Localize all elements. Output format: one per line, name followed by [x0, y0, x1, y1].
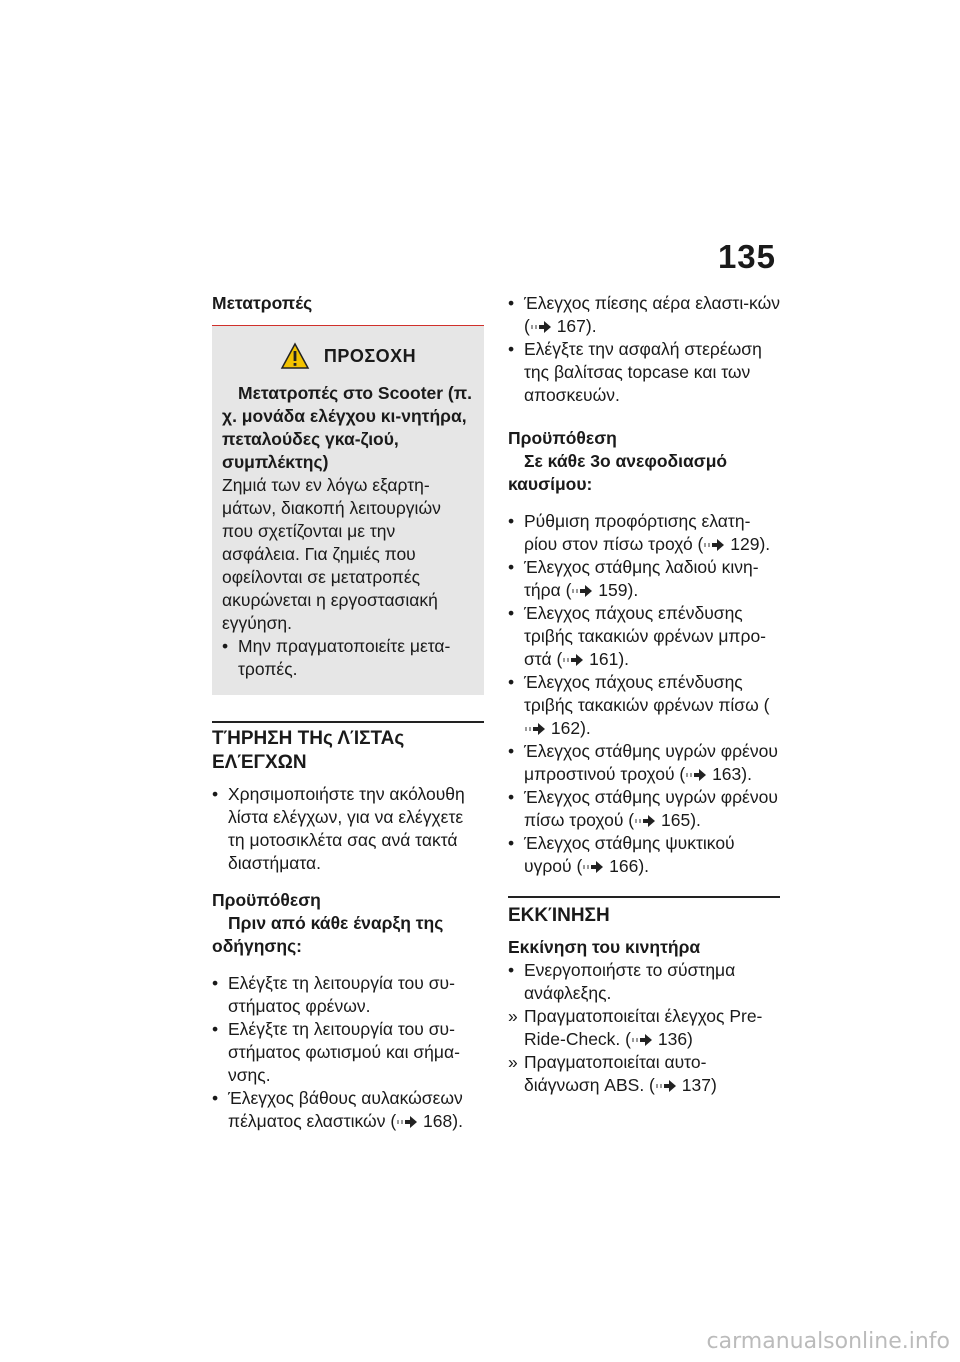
page-ref-number: 165). — [661, 810, 701, 830]
warning-triangle-icon — [280, 342, 310, 370]
divider — [508, 896, 780, 898]
page-ref-number: 161). — [589, 649, 630, 669]
list-item-text: Έλεγχος στάθμης υγρών φρένου πίσω τροχού ( — [524, 787, 778, 830]
page-ref-number: 166). — [609, 856, 650, 876]
bullet-mark: • — [508, 339, 515, 359]
bullet-mark: • — [212, 1019, 219, 1039]
list-item — [508, 786, 780, 832]
list-item — [508, 832, 780, 878]
list-item — [508, 292, 780, 338]
page-ref[interactable] — [655, 1075, 717, 1095]
bullet-mark: • — [508, 741, 515, 761]
page-ref[interactable] — [396, 1111, 463, 1131]
checklist-intro-text: Χρησιμοποιήστε την ακόλουθη λίστα ελέγχων, για να ελέγχετε τη μοτοσικλέτα σας ανά τακτά διαστήματα. — [228, 784, 465, 873]
page-ref-number: 136) — [657, 1029, 693, 1049]
condition-start: Πριν από κάθε έναρξη της — [228, 913, 444, 933]
page-reference-arrow-icon — [571, 585, 593, 597]
list-item — [508, 510, 780, 556]
warning-header — [222, 342, 474, 370]
page-reference-arrow-icon — [703, 539, 725, 551]
watermark: carmanualsonline.info — [706, 1329, 950, 1354]
page-reference-arrow-icon — [582, 861, 604, 873]
page-ref[interactable] — [571, 580, 638, 600]
list-item-text: Ελέγξτε τη λειτουργία του συ-στήματος φρένων. — [228, 973, 455, 1016]
page-ref-number: 162). — [550, 718, 591, 738]
page-reference-arrow-icon — [634, 815, 656, 827]
result-item-text: Πραγματοποιείται έλεγχος Pre-Ride-Check. ( — [524, 1006, 763, 1049]
result-item — [508, 1005, 780, 1051]
list-item-text: Ελέγξτε τη λειτουργία του συ-στήματος φωτισμού και σήμα-νσης. — [228, 1019, 460, 1085]
list-item — [212, 972, 484, 1018]
warning-bold-text: Μετατροπές στο Scooter (π. χ. μονάδα ελέγχου κι-νητήρα, πεταλούδες γκα-ζιού, συμπλέκτης) — [222, 383, 473, 472]
list-item — [508, 959, 780, 1005]
page-ref-number: 167). — [556, 316, 597, 336]
prerequisite-condition — [212, 912, 484, 958]
list-item — [508, 556, 780, 602]
page-ref[interactable] — [524, 718, 591, 738]
list-item-text: Ενεργοποιήστε το σύστημα ανάφλεξης. — [524, 960, 736, 1003]
page-ref[interactable] — [530, 316, 597, 336]
divider — [212, 721, 484, 723]
list-item — [508, 740, 780, 786]
list-item-text: Έλεγχος πάχους επένδυσης τριβής τακακιών φρένων πίσω ( — [524, 672, 770, 715]
page-ref-number: 168). — [423, 1111, 463, 1131]
result-item-text: Πραγματοποιείται αυτο-διάγνωση ABS. ( — [524, 1052, 707, 1095]
bullet-mark: • — [508, 603, 515, 623]
page-reference-arrow-icon — [631, 1034, 653, 1046]
list-item-text: Ελέγξτε την ασφαλή στερέωση της βαλίτσας topcase και των αποσκευών. — [524, 339, 762, 405]
engine-start-heading: Εκκίνηση του κινητήρα — [508, 937, 701, 957]
list-item-text: Ρύθμιση προφόρτισης ελατη-ρίου στον πίσω τροχό ( — [524, 511, 751, 554]
page-reference-arrow-icon — [396, 1116, 418, 1128]
right-column — [508, 292, 780, 1097]
bullet-mark: • — [508, 511, 515, 531]
list-item-text: Έλεγχος στάθμης ψυκτικού υγρού ( — [524, 833, 735, 876]
bullet-mark: • — [212, 784, 219, 804]
warning-title: ΠΡΟΣΟΧΗ — [323, 345, 417, 366]
page-reference-arrow-icon — [562, 654, 584, 666]
warning-body: Ζημιά των εν λόγω εξαρτη-μάτων, διακοπή λειτουργιών που σχετίζονται με την ασφάλεια. Για ζημιές που οφείλονται σε μετατροπές ακυρώνεται η εργοστασιακή εγγύηση. — [222, 475, 441, 633]
page-ref-number: 137) — [681, 1075, 717, 1095]
bullet-mark: • — [508, 960, 515, 980]
list-item-text: Έλεγχος στάθμης υγρών φρένου μπροστινού τροχού ( — [524, 741, 778, 784]
page-ref-number: 163). — [712, 764, 752, 784]
page-reference-arrow-icon — [655, 1080, 677, 1092]
list-item — [508, 671, 780, 740]
start-title: ΕΚΚΊΝΗΣΗ — [508, 905, 610, 926]
page-reference-arrow-icon — [685, 769, 707, 781]
page-reference-arrow-icon — [530, 321, 552, 333]
page-ref[interactable] — [631, 1029, 693, 1049]
condition-start: Σε κάθε 3ο ανεφοδιασμό — [524, 451, 728, 471]
section-heading-modifications: Μετατροπές — [212, 293, 313, 313]
condition-rest: οδήγησης: — [212, 936, 303, 956]
prerequisite-label: Προϋπόθεση — [508, 428, 617, 448]
left-column — [212, 292, 484, 1133]
page-ref[interactable] — [685, 764, 752, 784]
page-ref[interactable] — [634, 810, 701, 830]
checklist-intro — [212, 783, 484, 875]
page-ref[interactable] — [703, 534, 770, 554]
warning-bullet-text: Μην πραγματοποιείτε μετα-τροπές. — [238, 636, 451, 679]
list-item — [212, 1018, 484, 1087]
warning-bullet — [222, 635, 474, 681]
list-item-text: Έλεγχος πίεσης αέρα ελαστι-κών ( — [524, 293, 780, 336]
condition-rest: καυσίμου: — [508, 474, 593, 494]
bullet-mark: • — [212, 1088, 219, 1108]
list-item — [508, 602, 780, 671]
prerequisite-condition — [508, 450, 780, 496]
result-mark: » — [508, 1006, 518, 1026]
result-item — [508, 1051, 780, 1097]
list-item — [212, 1087, 484, 1133]
list-item-text: Έλεγχος βάθους αυλακώσεων πέλματος ελαστικών ( — [228, 1088, 463, 1131]
list-item-text: Έλεγχος στάθμης λαδιού κινη-τήρα ( — [524, 557, 759, 600]
bullet-mark: • — [212, 973, 219, 993]
result-mark: » — [508, 1052, 518, 1072]
page-ref-number: 159). — [598, 580, 639, 600]
page-number: 135 — [717, 238, 776, 275]
page-reference-arrow-icon — [524, 723, 546, 735]
page-ref[interactable] — [582, 856, 649, 876]
page-ref-number: 129). — [730, 534, 771, 554]
warning-box — [212, 326, 484, 695]
bullet-mark: • — [508, 787, 515, 807]
list-item — [508, 338, 780, 407]
bullet-mark: • — [508, 833, 515, 853]
bullet-mark: • — [508, 557, 515, 577]
bullet-mark: • — [508, 672, 515, 692]
list-item-text: Έλεγχος πάχους επένδυσης τριβής τακακιών φρένων μπρο-στά ( — [524, 603, 767, 669]
page-ref[interactable] — [562, 649, 629, 669]
checklist-title: ΤΉΡΗΣΗ ΤΗς ΛΊΣΤΑς ΕΛΈΓΧΩΝ — [212, 728, 405, 773]
bullet-mark: • — [222, 636, 229, 656]
prerequisite-label: Προϋπόθεση — [212, 890, 321, 910]
bullet-mark: • — [508, 293, 515, 313]
